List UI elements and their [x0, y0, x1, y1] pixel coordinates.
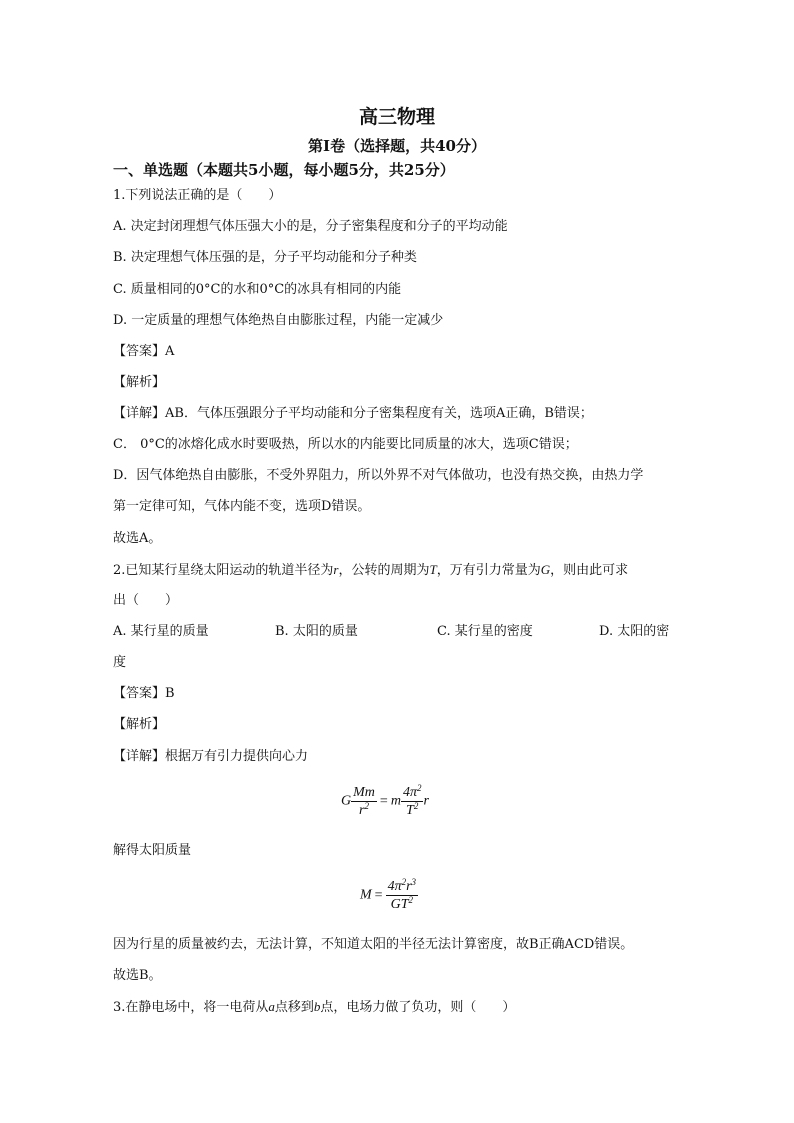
q1-option-d: D. 一定质量的理想气体绝热自由膨胀过程，内能一定减少 — [113, 313, 444, 328]
q2-detail: 【详解】根据万有引力提供向心力 — [113, 749, 309, 764]
q1-option-a: A. 决定封闭理想气体压强大小的是，分子密集程度和分子的平均动能 — [113, 219, 508, 234]
page-title: 高三物理 — [358, 106, 435, 128]
q2-option-a: A. 某行星的质量 — [113, 624, 209, 639]
q2-var-g: G — [540, 562, 551, 577]
q3-var-a: a — [268, 999, 275, 1014]
q2-stem-part: ，万有引力常量为 — [436, 563, 541, 578]
q2-option-c: C. 某行星的密度 — [437, 624, 533, 639]
q1-detail-line: D．因气体绝热自由膨胀，不受外界阻力，所以外界不对气体做功，也没有热交换，由热力学 — [113, 468, 644, 483]
q2-stem-part: ，公转的周期为 — [338, 563, 430, 578]
q2-conclusion: 故选B。 — [113, 968, 162, 983]
q2-option-d: D. 太阳的密 — [599, 624, 670, 639]
gravitation-formula: G $\frac{Mm}{r^2}$ = m $\frac{4\pi^2}{T^2}$ r — [341, 783, 429, 818]
q1-conclusion: 故选A。 — [113, 531, 162, 546]
q2-var-r: r — [333, 562, 339, 577]
q1-answer: 【答案】A — [113, 344, 175, 359]
q1-stem: 1.下列说法正确的是（ ） — [113, 188, 282, 203]
q1-analysis-label: 【解析】 — [113, 375, 166, 390]
q2-option-b: B. 太阳的质量 — [275, 624, 358, 639]
q1-detail-line: 【详解】AB．气体压强跟分子平均动能和分子密集程度有关，选项A正确，B错误； — [113, 406, 593, 421]
q2-analysis-label: 【解析】 — [113, 717, 166, 732]
q2-option-wrap: 度 — [113, 655, 127, 670]
sun-mass-formula: M = $\frac{4\pi^2r^3}{GT^2}$ — [360, 877, 417, 912]
q2-solve-text: 解得太阳质量 — [113, 843, 192, 858]
section-heading: 一、单选题（本题共5小题，每小题5分，共25分） — [113, 161, 455, 179]
q1-option-c: C. 质量相同的0°C的水和0°C的冰具有相同的内能 — [113, 282, 402, 297]
q3-stem-part: 点，电场力做了负功，则（ ） — [320, 1000, 516, 1015]
q1-detail-line: C． 0°C的冰熔化成水时要吸热，所以水的内能要比同质量的冰大，选项C错误； — [113, 437, 578, 452]
volume-heading: 第I卷（选择题，共40分） — [308, 137, 486, 155]
q3-stem-part: 3.在静电场中，将一电荷从 — [113, 1000, 269, 1015]
q1-option-b: B. 决定理想气体压强的是，分子平均动能和分子种类 — [113, 250, 417, 265]
q2-var-t: T — [429, 562, 437, 577]
q3-stem-part: 点移到 — [274, 1000, 314, 1015]
q2-stem-part: ，则由此可求 — [550, 563, 629, 578]
q3-var-b: b — [313, 999, 321, 1014]
q2-stem-line2: 出（ ） — [113, 593, 179, 608]
q1-detail-line: 第一定律可知，气体内能不变，选项D错误。 — [113, 499, 371, 514]
q2-stem-part: 2.已知某行星绕太阳运动的轨道半径为 — [113, 563, 334, 578]
q2-stem — [113, 561, 628, 580]
q2-answer: 【答案】B — [113, 686, 175, 701]
q2-reason: 因为行星的质量被约去，无法计算，不知道太阳的半径无法计算密度，故B正确ACD错误。 — [113, 937, 634, 952]
q3-stem — [113, 998, 515, 1017]
